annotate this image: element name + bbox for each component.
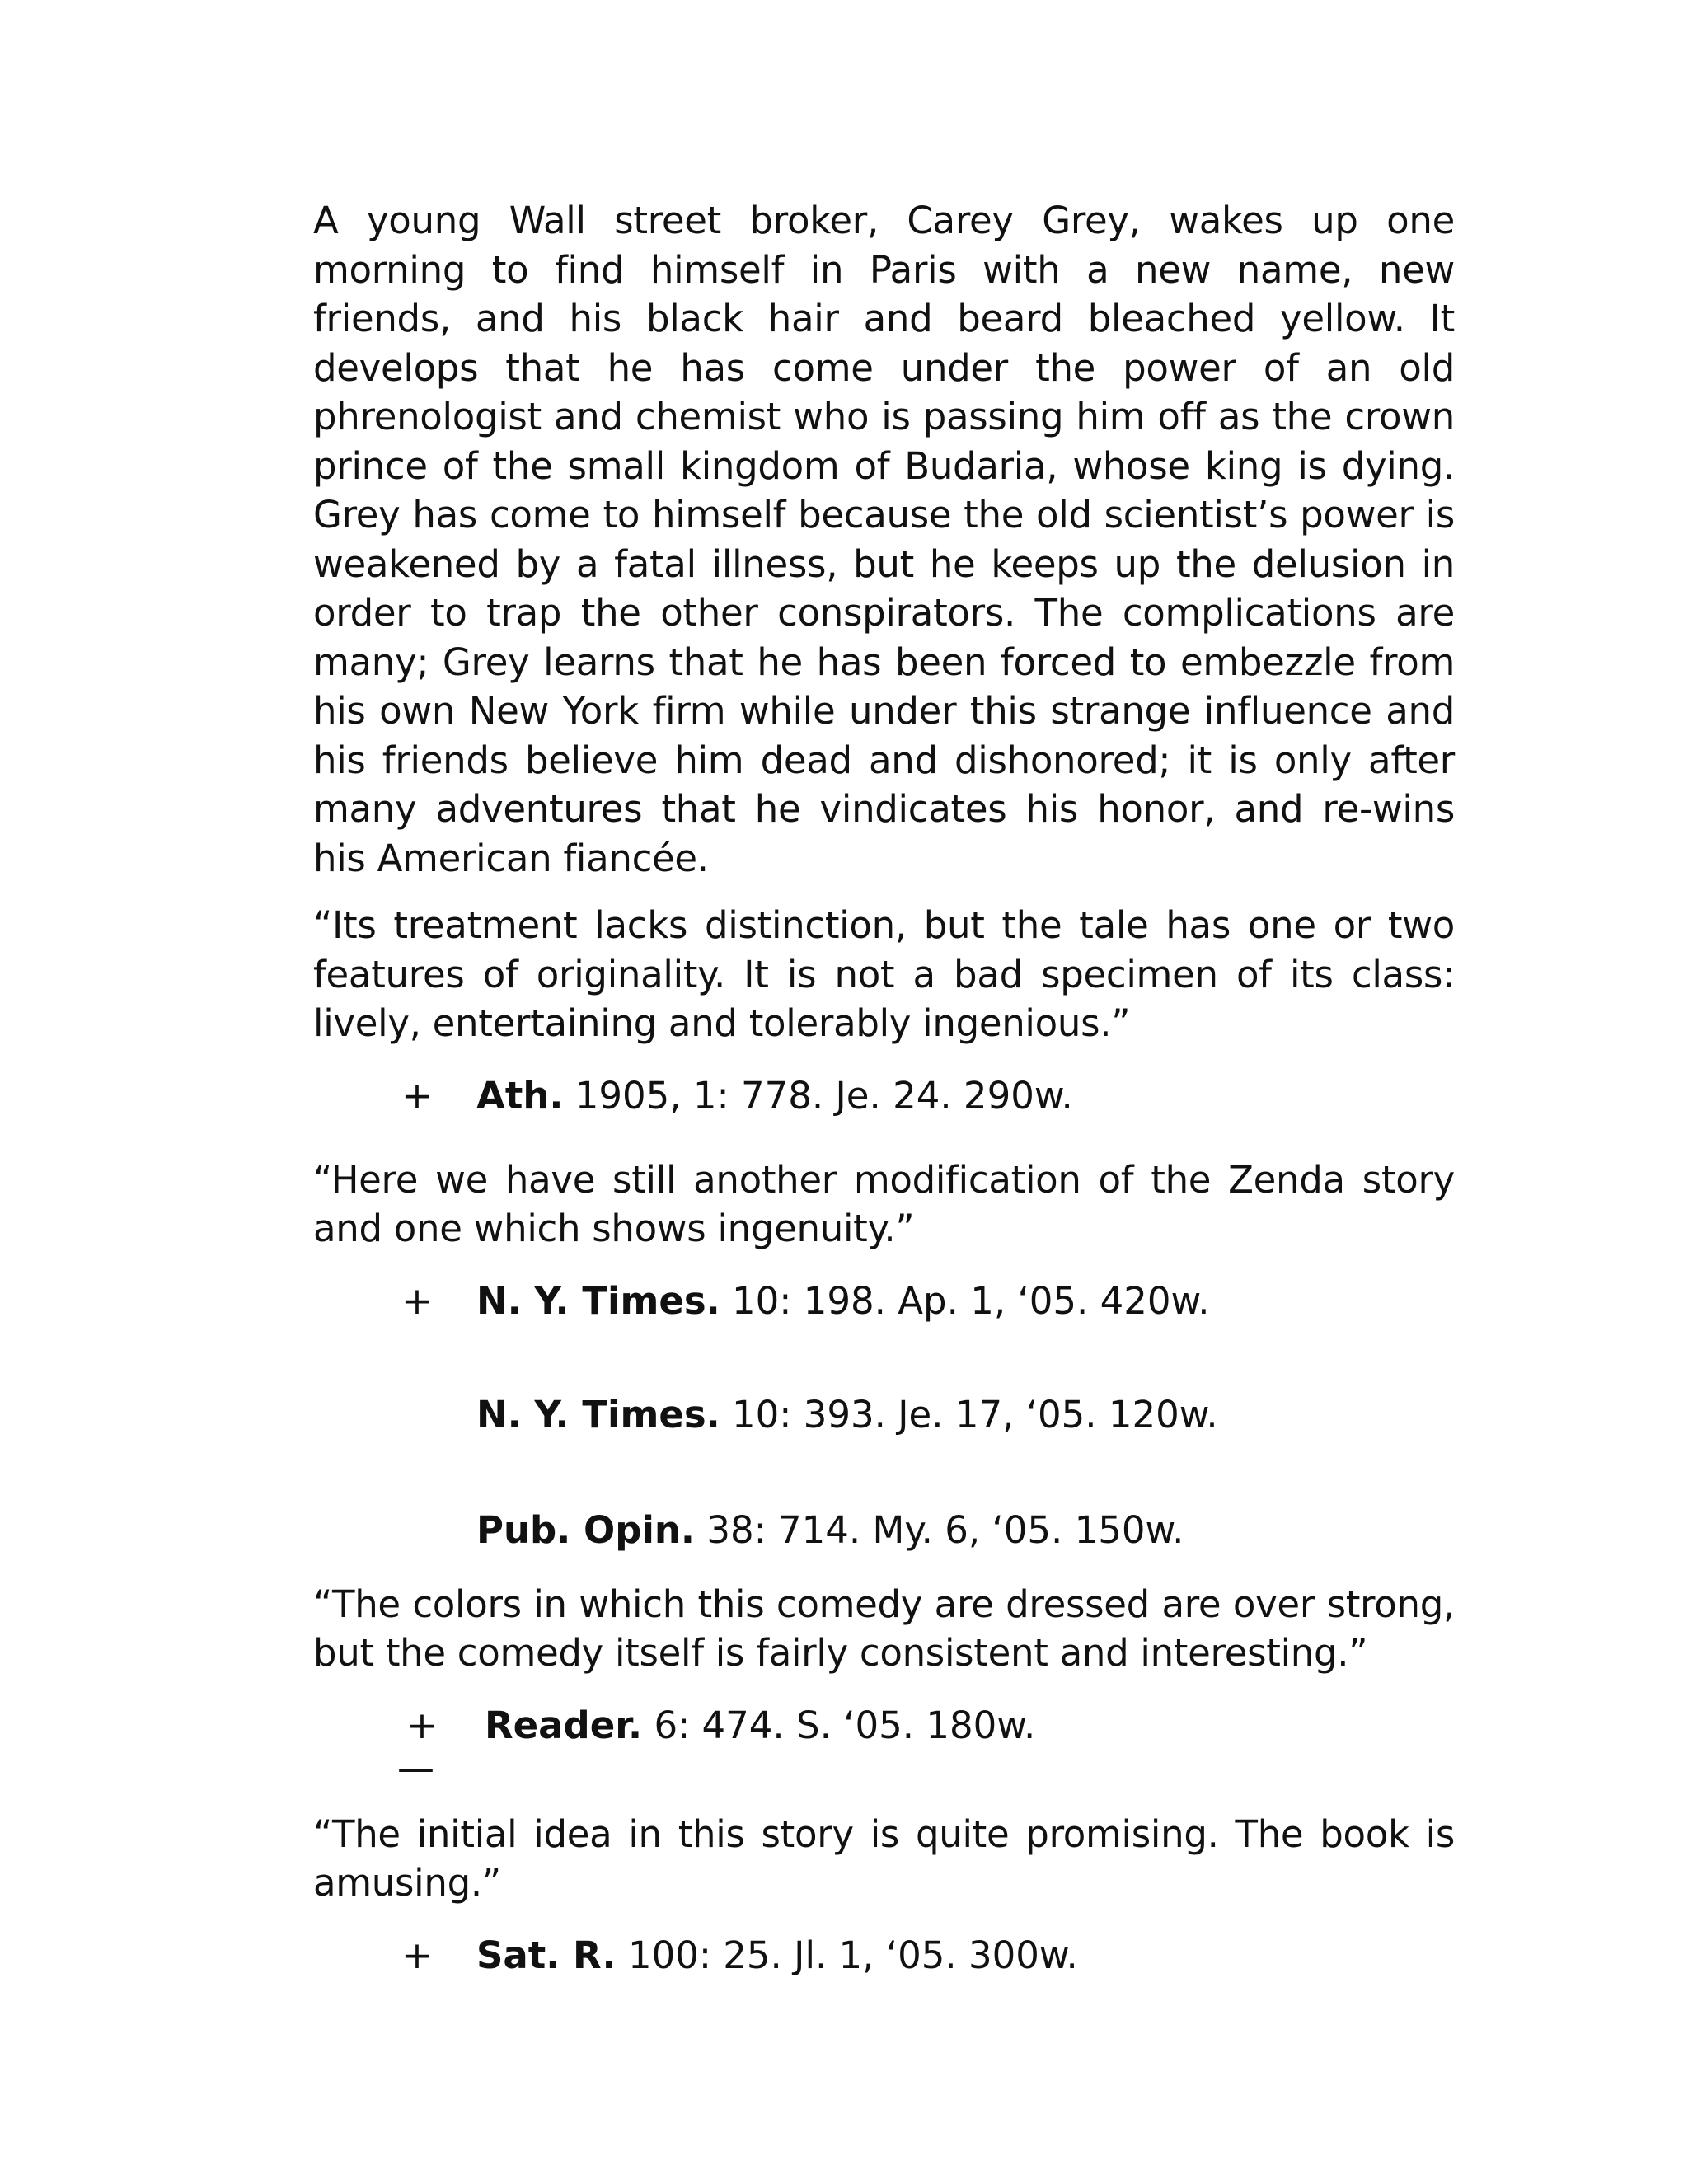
citation: [313, 1506, 1455, 1555]
source-detail: 10: 393. Je. 17, ‘05. 120w.: [720, 1392, 1218, 1436]
source-detail: 1905, 1: 778. Je. 24. 290w.: [563, 1073, 1073, 1118]
book-review-entry: [313, 196, 1455, 1980]
citation-text: [476, 1506, 1184, 1555]
rating-sign: +: [401, 1073, 433, 1118]
source-name: Pub. Opin.: [476, 1507, 696, 1552]
citation: [313, 1390, 1455, 1440]
rating-sign-minus: —: [397, 1746, 434, 1790]
rating-sign: +: [406, 1703, 438, 1747]
source-name: N. Y. Times.: [476, 1278, 720, 1323]
citation: [313, 1277, 1455, 1326]
source-detail: 38: 714. My. 6, ‘05. 150w.: [695, 1507, 1184, 1552]
rating-sign: +: [401, 1933, 433, 1977]
source-name: Ath.: [476, 1073, 564, 1118]
source-name: N. Y. Times.: [476, 1392, 720, 1436]
review-quote: “Here we have still another modification of the Zenda story and one which shows ingenuity.”: [313, 1157, 1455, 1250]
citation: [313, 1071, 1455, 1121]
citation-text: [476, 1390, 1218, 1440]
review-quote: “The initial idea in this story is quite promising. The book is amusing.”: [313, 1811, 1455, 1905]
citation-text: [476, 1931, 1078, 1980]
citation-text: [476, 1071, 1073, 1121]
citation: [313, 1931, 1455, 1980]
citation: [313, 1701, 1455, 1800]
source-detail: 100: 25. Jl. 1, ‘05. 300w.: [616, 1933, 1078, 1977]
rating-sign: +: [401, 1278, 433, 1323]
citation-text: [476, 1277, 1210, 1326]
summary-paragraph: A young Wall street broker, Carey Grey, wakes up one morning to find himself in Paris with a new name, new friends, and his black hair and beard bleached yellow. It develops that he has come under the power of an old phrenologist and chemist who is passing him off as the crown prince of the small kingdom of Budaria, whose king is dying. Grey has come to himself because the old scientist’s power is weakened by a fatal illness, but he keeps up the delusion in order to trap the other conspirators. The complications are many; Grey learns that he has been forced to embezzle from his own New York firm while under this strange influence and his friends believe him dead and dishonored; it is only after many adventures that he vindicates his honor, and re-wins his American fiancée.: [313, 199, 1455, 880]
review-quote: “Its treatment lacks distinction, but the tale has one or two features of originality. It is not a bad specimen of its class: lively, entertaining and tolerably ingenious.”: [313, 903, 1455, 1045]
source-name: Reader.: [485, 1703, 643, 1747]
source-name: Sat. R.: [476, 1933, 617, 1977]
review-quote: “The colors in which this comedy are dressed are over strong, but the comedy itself is fairly consistent and interesting.”: [313, 1582, 1455, 1675]
source-detail: 6: 474. S. ‘05. 180w.: [642, 1703, 1036, 1747]
citation-text: [485, 1701, 1035, 1750]
source-detail: 10: 198. Ap. 1, ‘05. 420w.: [720, 1278, 1210, 1323]
